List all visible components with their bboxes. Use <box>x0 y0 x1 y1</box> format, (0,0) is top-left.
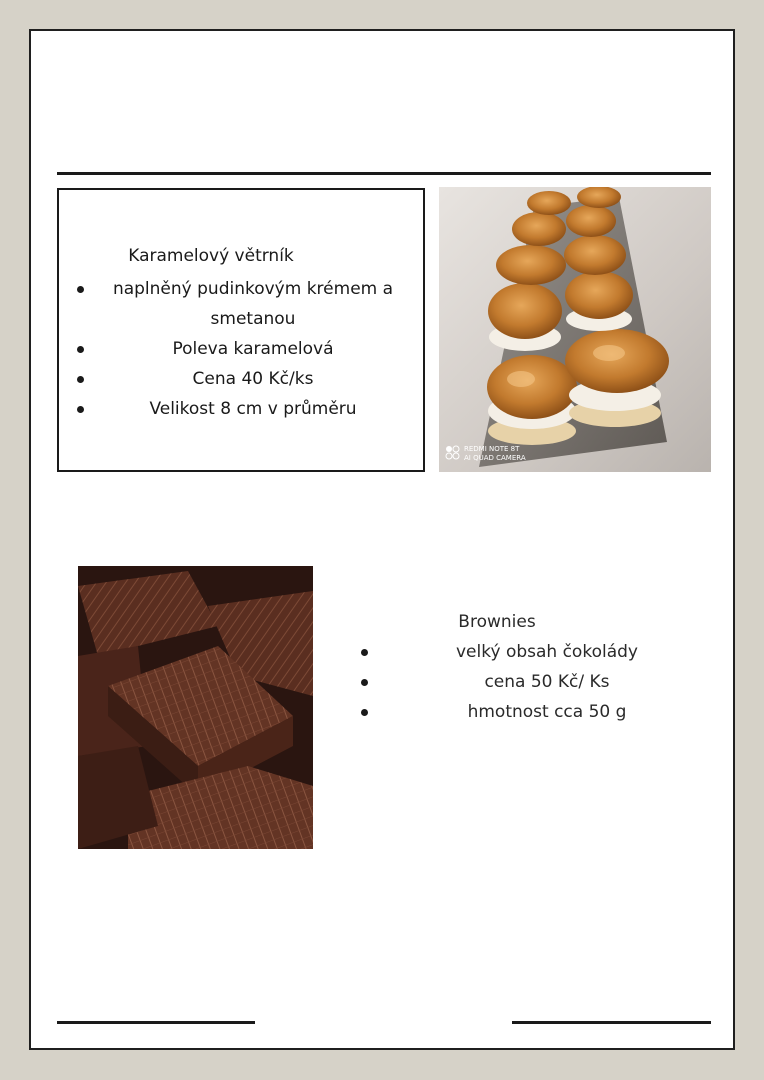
caramel-details-list <box>59 274 423 424</box>
brownies-photo <box>78 566 313 849</box>
bottom-left-divider <box>57 1021 255 1024</box>
caramel-pastry-illustration <box>439 187 711 472</box>
bottom-right-divider <box>512 1021 711 1024</box>
list-item: naplněný pudinkovým krémem a smetanou <box>59 274 423 334</box>
bullet-icon <box>77 406 84 413</box>
brownies-illustration <box>78 566 313 849</box>
top-divider <box>57 172 711 175</box>
list-item: Poleva karamelová <box>59 334 423 364</box>
bullet-icon <box>361 709 368 716</box>
bullet-icon <box>77 286 84 293</box>
caramel-info-box <box>57 188 425 472</box>
list-item: hmotnost cca 50 g <box>347 697 707 727</box>
menu-page <box>29 29 735 1050</box>
bullet-icon <box>77 376 84 383</box>
caramel-pastry-photo <box>439 187 711 472</box>
bullet-icon <box>77 346 84 353</box>
list-item: cena 50 Kč/ Ks <box>347 667 707 697</box>
watermark-line-1: REDMI NOTE 8T <box>464 445 520 453</box>
bullet-icon <box>361 649 368 656</box>
list-item: Velikost 8 cm v průměru <box>59 394 423 424</box>
list-item: velký obsah čokolády <box>347 637 707 667</box>
watermark-line-2: AI QUAD CAMERA <box>464 454 526 462</box>
brownies-details-list <box>347 637 707 727</box>
bullet-icon <box>361 679 368 686</box>
caramel-title: Karamelový větrník <box>128 246 294 266</box>
list-item: Cena 40 Kč/ks <box>59 364 423 394</box>
brownies-title: Brownies <box>458 612 536 632</box>
brownies-info <box>347 607 707 727</box>
